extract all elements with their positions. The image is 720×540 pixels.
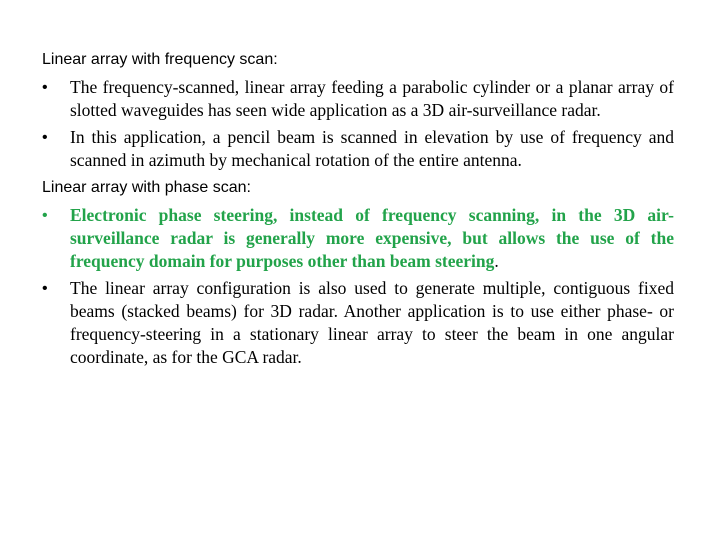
bullet-icon: • <box>42 207 48 224</box>
bullet-text-tail: . <box>494 251 499 271</box>
bullet-list-phase-scan <box>42 204 674 369</box>
bullet-text-highlighted: Electronic phase steering, instead of frequency scanning, in the 3D air-surveillance radar is generally more expensive, but allows the use of the frequency domain for purposes other than beam steering <box>70 205 674 271</box>
bullet-text: The frequency-scanned, linear array feeding a parabolic cylinder or a planar array of slotted waveguides has seen wide application as a 3D air-surveillance radar. <box>70 77 674 120</box>
bullet-icon: • <box>42 79 48 96</box>
bullet-icon: • <box>42 280 48 297</box>
bullet-item <box>42 204 674 273</box>
section-heading-frequency-scan: Linear array with frequency scan: <box>42 51 278 68</box>
slide-content <box>42 48 674 373</box>
section-heading-phase-scan: Linear array with phase scan: <box>42 179 251 196</box>
bullet-item <box>42 126 674 172</box>
bullet-text: In this application, a pencil beam is scanned in elevation by use of frequency and scanned in azimuth by mechanical rotation of the entire antenna. <box>70 127 674 170</box>
bullet-item <box>42 76 674 122</box>
bullet-list-frequency-scan <box>42 76 674 172</box>
bullet-text: The linear array configuration is also used to generate multiple, contiguous fixed beams (stacked beams) for 3D radar. Another application is to use either phase- or frequency-steering in a stationary linear array to steer the beam in one angular coordinate, as for the GCA radar. <box>70 278 674 367</box>
bullet-icon: • <box>42 129 48 146</box>
bullet-item <box>42 277 674 369</box>
